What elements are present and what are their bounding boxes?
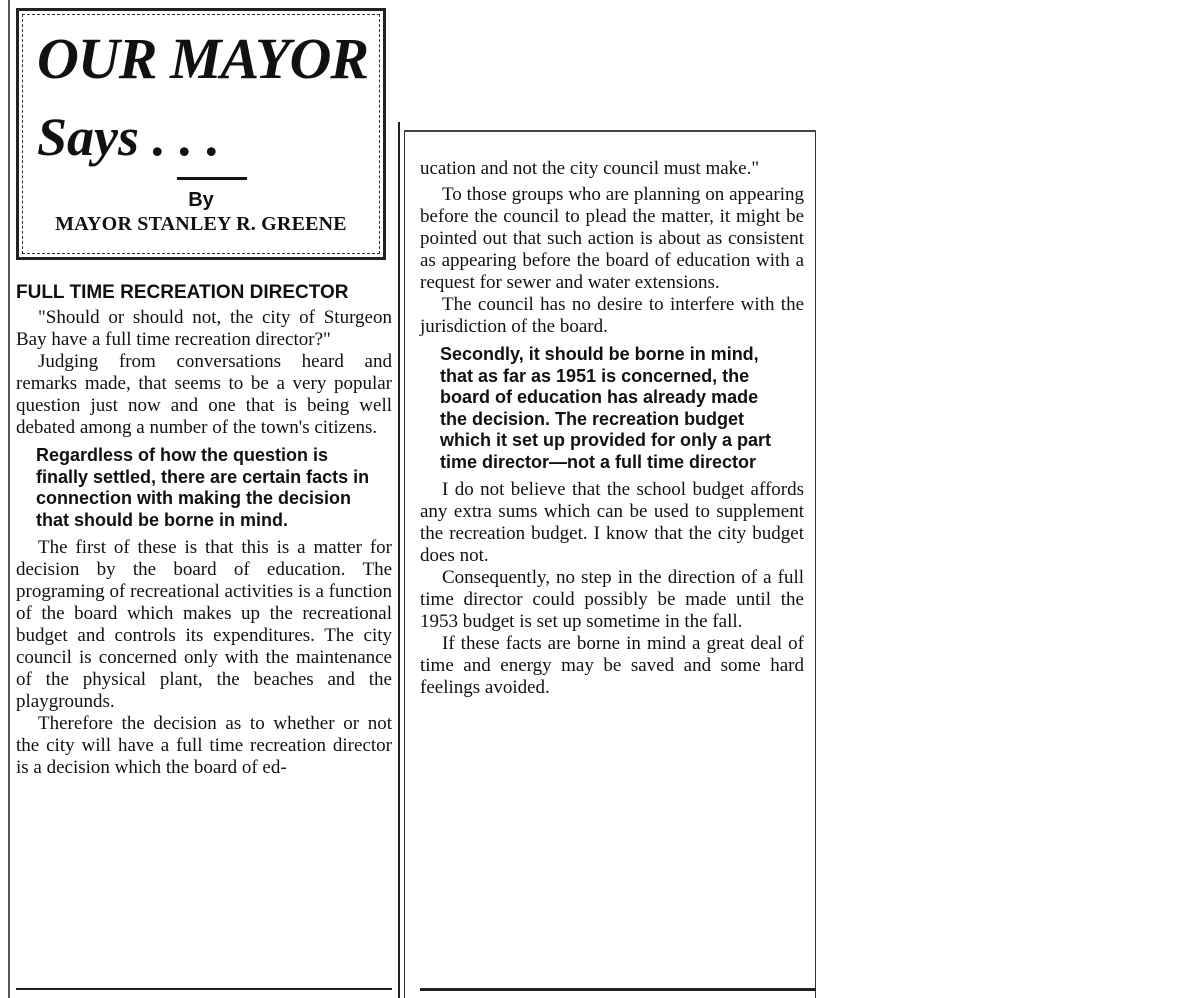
page-edge-rule bbox=[8, 0, 10, 998]
paragraph: The first of these is that this is a matter for decision by the board of education. The programing of recreational activities is a function of the board which makes up the recreational budget and controls its expenditures. The city council is concerned only with the maintenance of the physical plant, the beaches and the playgrounds. bbox=[16, 537, 392, 712]
author-name: MAYOR STANLEY R. GREENE bbox=[55, 213, 347, 235]
column1-bottom-rule bbox=[16, 988, 392, 990]
column-divider bbox=[398, 122, 400, 998]
section-heading: FULL TIME RECREATION DIRECTOR bbox=[16, 282, 349, 303]
bold-paragraph: Regardless of how the question is finally settled, there are certain facts in connection with making the decision that should be borne in mind. bbox=[36, 445, 370, 530]
paragraph: ucation and not the city council must make." bbox=[420, 158, 760, 179]
column-title: OUR MAYOR bbox=[37, 26, 369, 91]
column2-right-rule bbox=[815, 130, 816, 998]
column2-bottom-rule bbox=[420, 988, 816, 991]
paragraph: Therefore the decision as to whether or not the city will have a full time recreation director is a decision which the board of ed- bbox=[16, 713, 392, 778]
paragraph: I do not believe that the school budget affords any extra sums which can be used to supplement the recreation budget. I know that the city budget does not. bbox=[420, 479, 804, 566]
paragraph: Judging from conversations heard and remarks made, that seems to be a very popular question just now and one that is being well debated among a number of the town's citizens. bbox=[16, 351, 392, 438]
article-column-1 bbox=[16, 282, 392, 779]
article-column-2 bbox=[420, 158, 804, 699]
paragraph: If these facts are borne in mind a great deal of time and energy may be saved and some hard feelings avoided. bbox=[420, 633, 804, 698]
paragraph: "Should or should not, the city of Sturgeon Bay have a full time recreation director?" bbox=[16, 307, 392, 350]
paragraph: Consequently, no step in the direction of a full time director could possibly be made until the 1953 budget is set up sometime in the fall. bbox=[420, 567, 804, 632]
title-rule bbox=[177, 177, 247, 180]
byline: By bbox=[188, 189, 214, 211]
bold-paragraph: Secondly, it should be borne in mind, that as far as 1951 is concerned, the board of education has already made the decision. The recreation budget which it set up provided for only a part time director—not a full time director bbox=[440, 344, 772, 472]
column2-left-rule bbox=[404, 130, 405, 998]
column-header-box bbox=[16, 8, 386, 260]
column-subtitle: Says . . . bbox=[37, 107, 221, 167]
column2-top-rule bbox=[404, 130, 816, 132]
paragraph: To those groups who are planning on appearing before the council to plead the matter, it might be pointed out that such action is about as consistent as appearing before the board of education with a request for sewer and water extensions. bbox=[420, 184, 804, 293]
paragraph: The council has no desire to interfere with the jurisdiction of the board. bbox=[420, 294, 804, 337]
